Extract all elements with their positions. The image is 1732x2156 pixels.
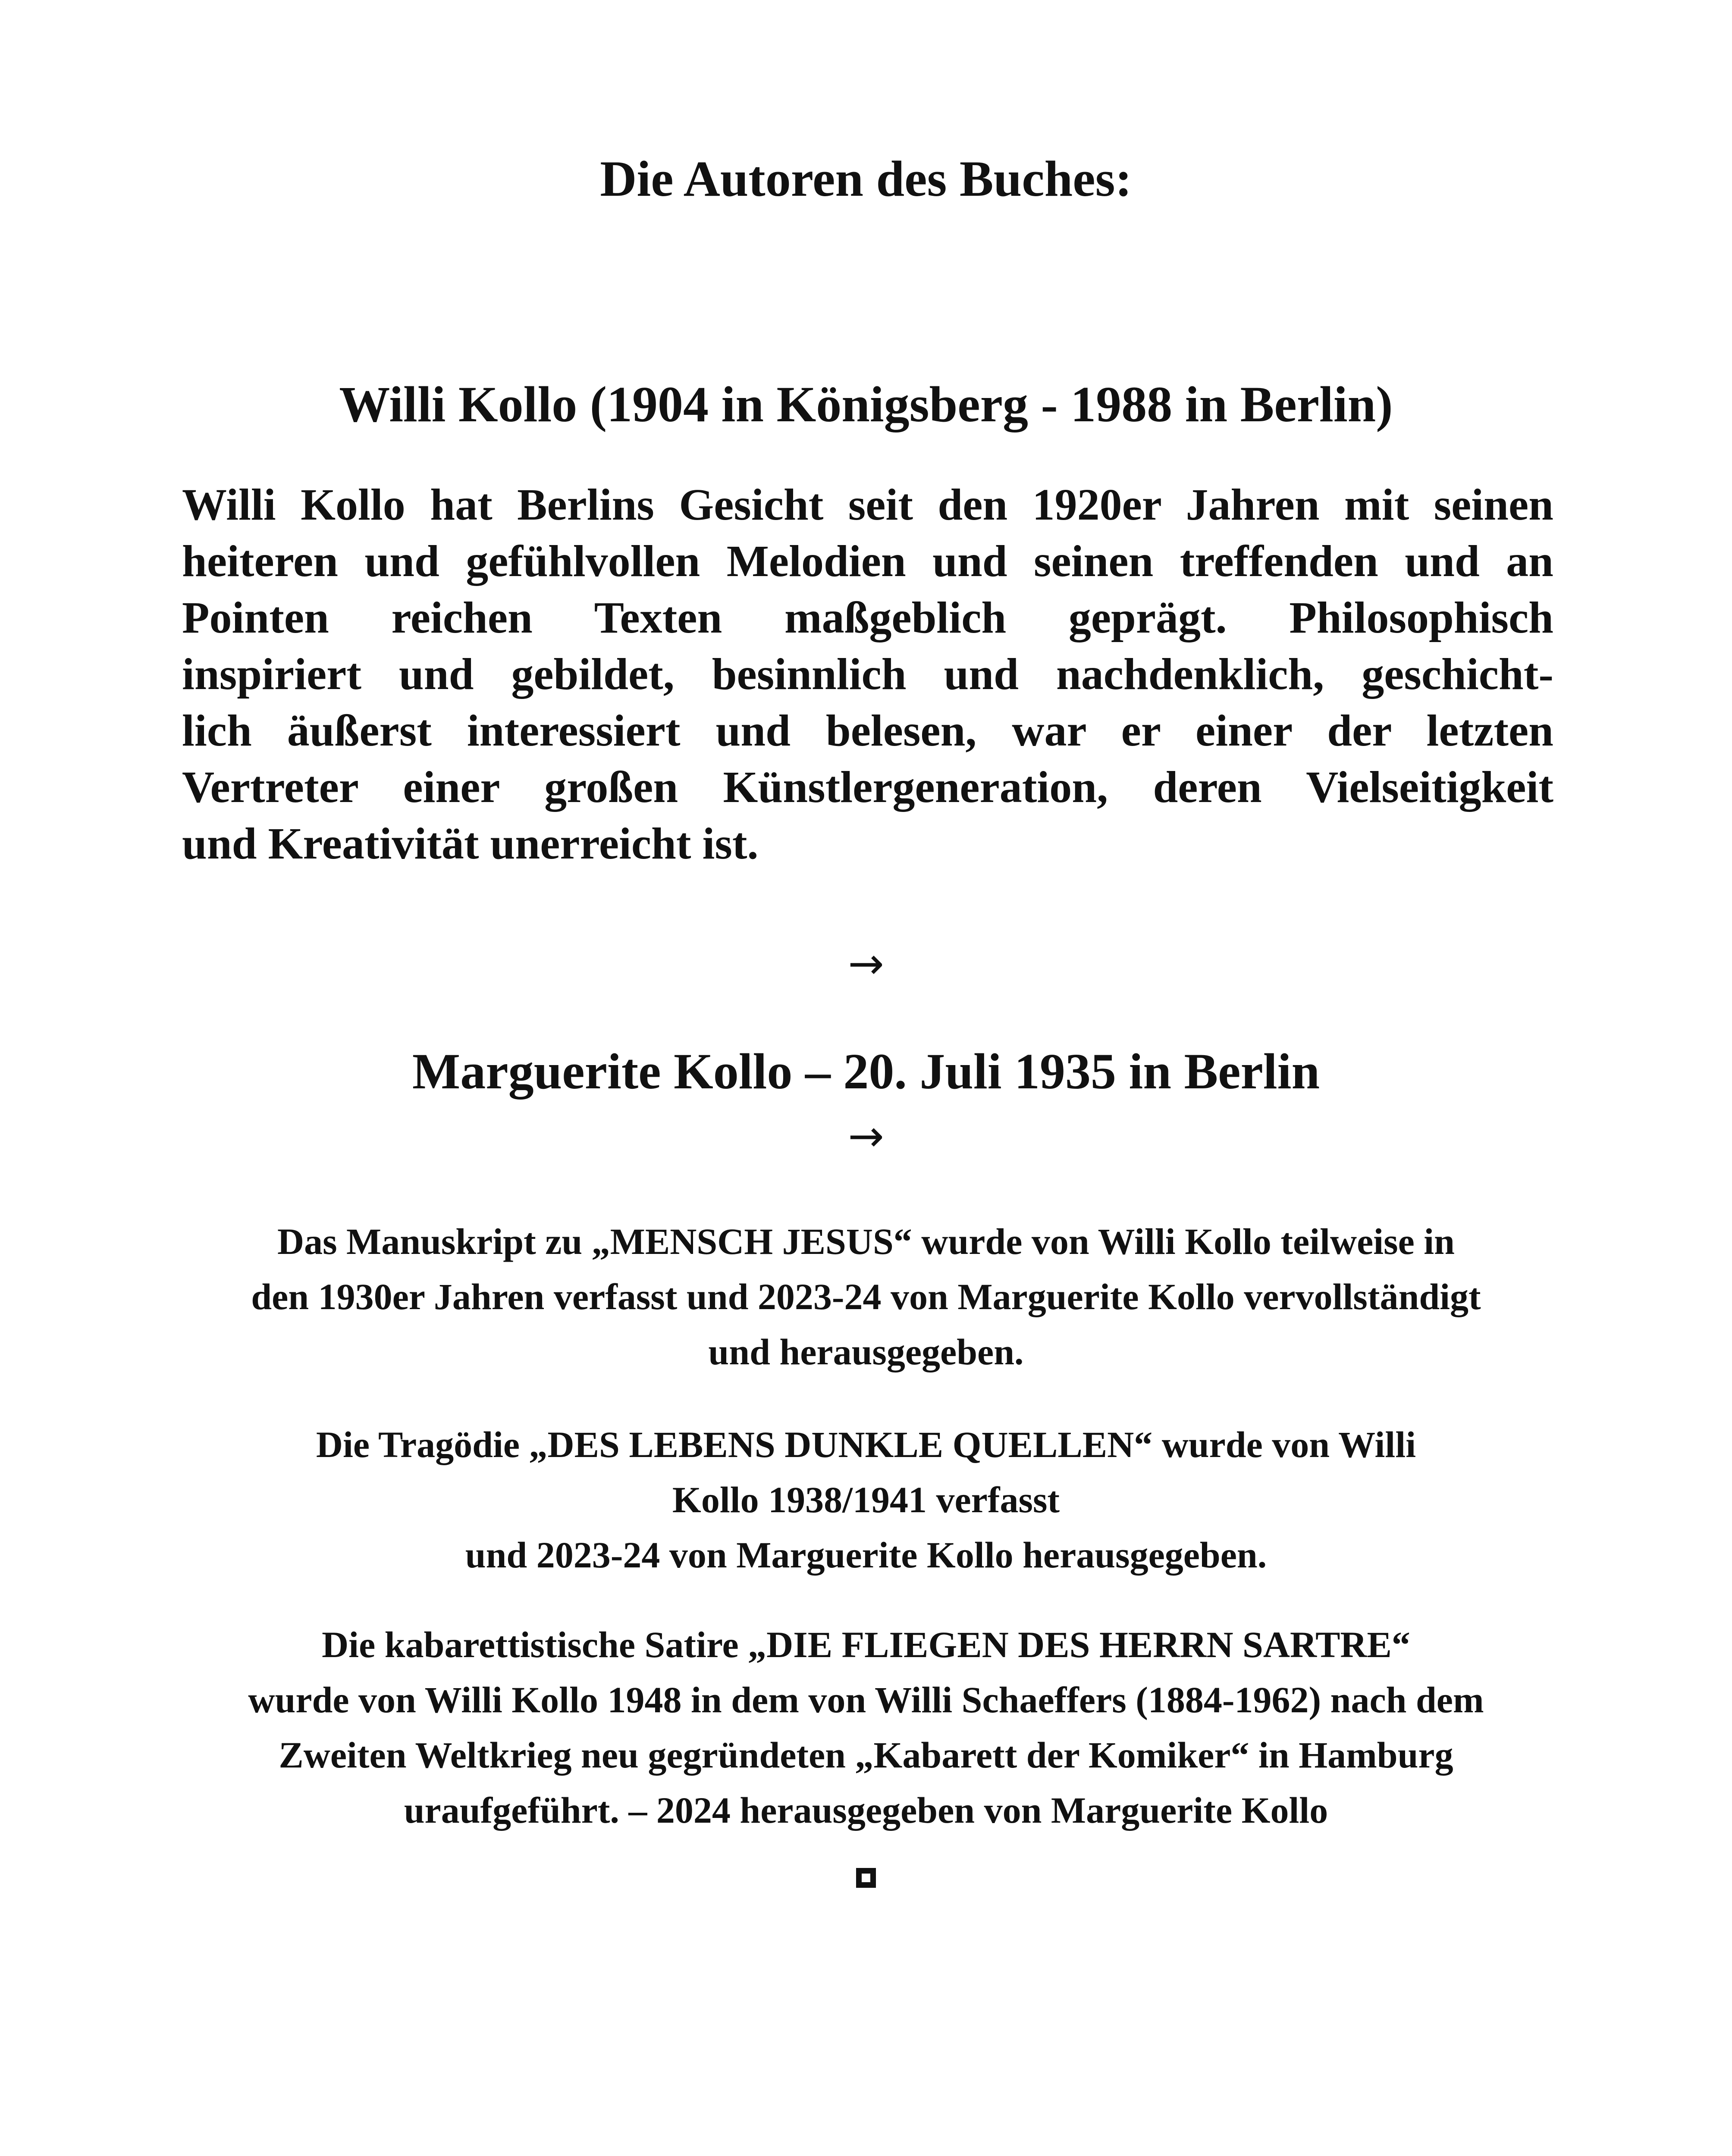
note-line: Das Manuskript zu „MENSCH JESUS“ wurde von Willi Kollo teilweise in bbox=[277, 1221, 1455, 1262]
page-title: Die Autoren des Buches: bbox=[600, 150, 1132, 207]
note-line: uraufgeführt. – 2024 herausgegeben von Marguerite Kollo bbox=[404, 1789, 1328, 1831]
author-heading-marguerite-kollo: Marguerite Kollo – 20. Juli 1935 in Berlin bbox=[412, 1043, 1320, 1100]
end-mark-icon bbox=[856, 1868, 876, 1888]
note-line: Die Tragödie „DES LEBENS DUNKLE QUELLEN“ wurde von Willi bbox=[316, 1424, 1416, 1465]
note-line: wurde von Willi Kollo 1948 in dem von Willi Schaeffers (1884-1962) nach dem bbox=[248, 1679, 1484, 1720]
bio-line: inspiriert und gebildet, besinnlich und nachdenklich, geschicht- bbox=[182, 649, 1553, 699]
note-line: Kollo 1938/1941 verfasst bbox=[672, 1479, 1060, 1520]
bio-line: Vertreter einer großen Künstlergeneration, deren Vielseitigkeit bbox=[182, 762, 1553, 812]
note-line: Die kabarettistische Satire „DIE FLIEGEN DES HERRN SARTRE“ bbox=[322, 1624, 1410, 1665]
bio-line: lich äußerst interessiert und belesen, war er einer der letzten bbox=[182, 706, 1553, 755]
bio-line: Pointen reichen Texten maßgeblich geprägt. Philosophisch bbox=[182, 593, 1553, 642]
author-heading-willi-kollo: Willi Kollo (1904 in Königsberg - 1988 in Berlin) bbox=[339, 376, 1393, 432]
willi-kollo-biography bbox=[182, 476, 1553, 872]
note-line: den 1930er Jahren verfasst und 2023-24 von Marguerite Kollo vervollständigt bbox=[251, 1276, 1481, 1317]
note-line: und herausgegeben. bbox=[708, 1331, 1024, 1373]
bio-line: Willi Kollo hat Berlins Gesicht seit den 1920er Jahren mit seinen bbox=[182, 480, 1553, 530]
right-arrow-icon: → bbox=[848, 1111, 884, 1161]
note-des-lebens-dunkle-quellen bbox=[129, 1417, 1603, 1583]
note-die-fliegen-des-herrn-sartre bbox=[129, 1617, 1603, 1838]
note-mensch-jesus bbox=[129, 1214, 1603, 1379]
bio-line: und Kreativität unerreicht ist. bbox=[182, 819, 759, 868]
bio-line: heiteren und gefühlvollen Melodien und seinen treffenden und an bbox=[182, 536, 1553, 586]
note-line: und 2023-24 von Marguerite Kollo herausgegeben. bbox=[465, 1534, 1267, 1576]
right-arrow-icon: → bbox=[848, 938, 884, 989]
note-line: Zweiten Weltkrieg neu gegründeten „Kabarett der Komiker“ in Hamburg bbox=[279, 1734, 1453, 1776]
